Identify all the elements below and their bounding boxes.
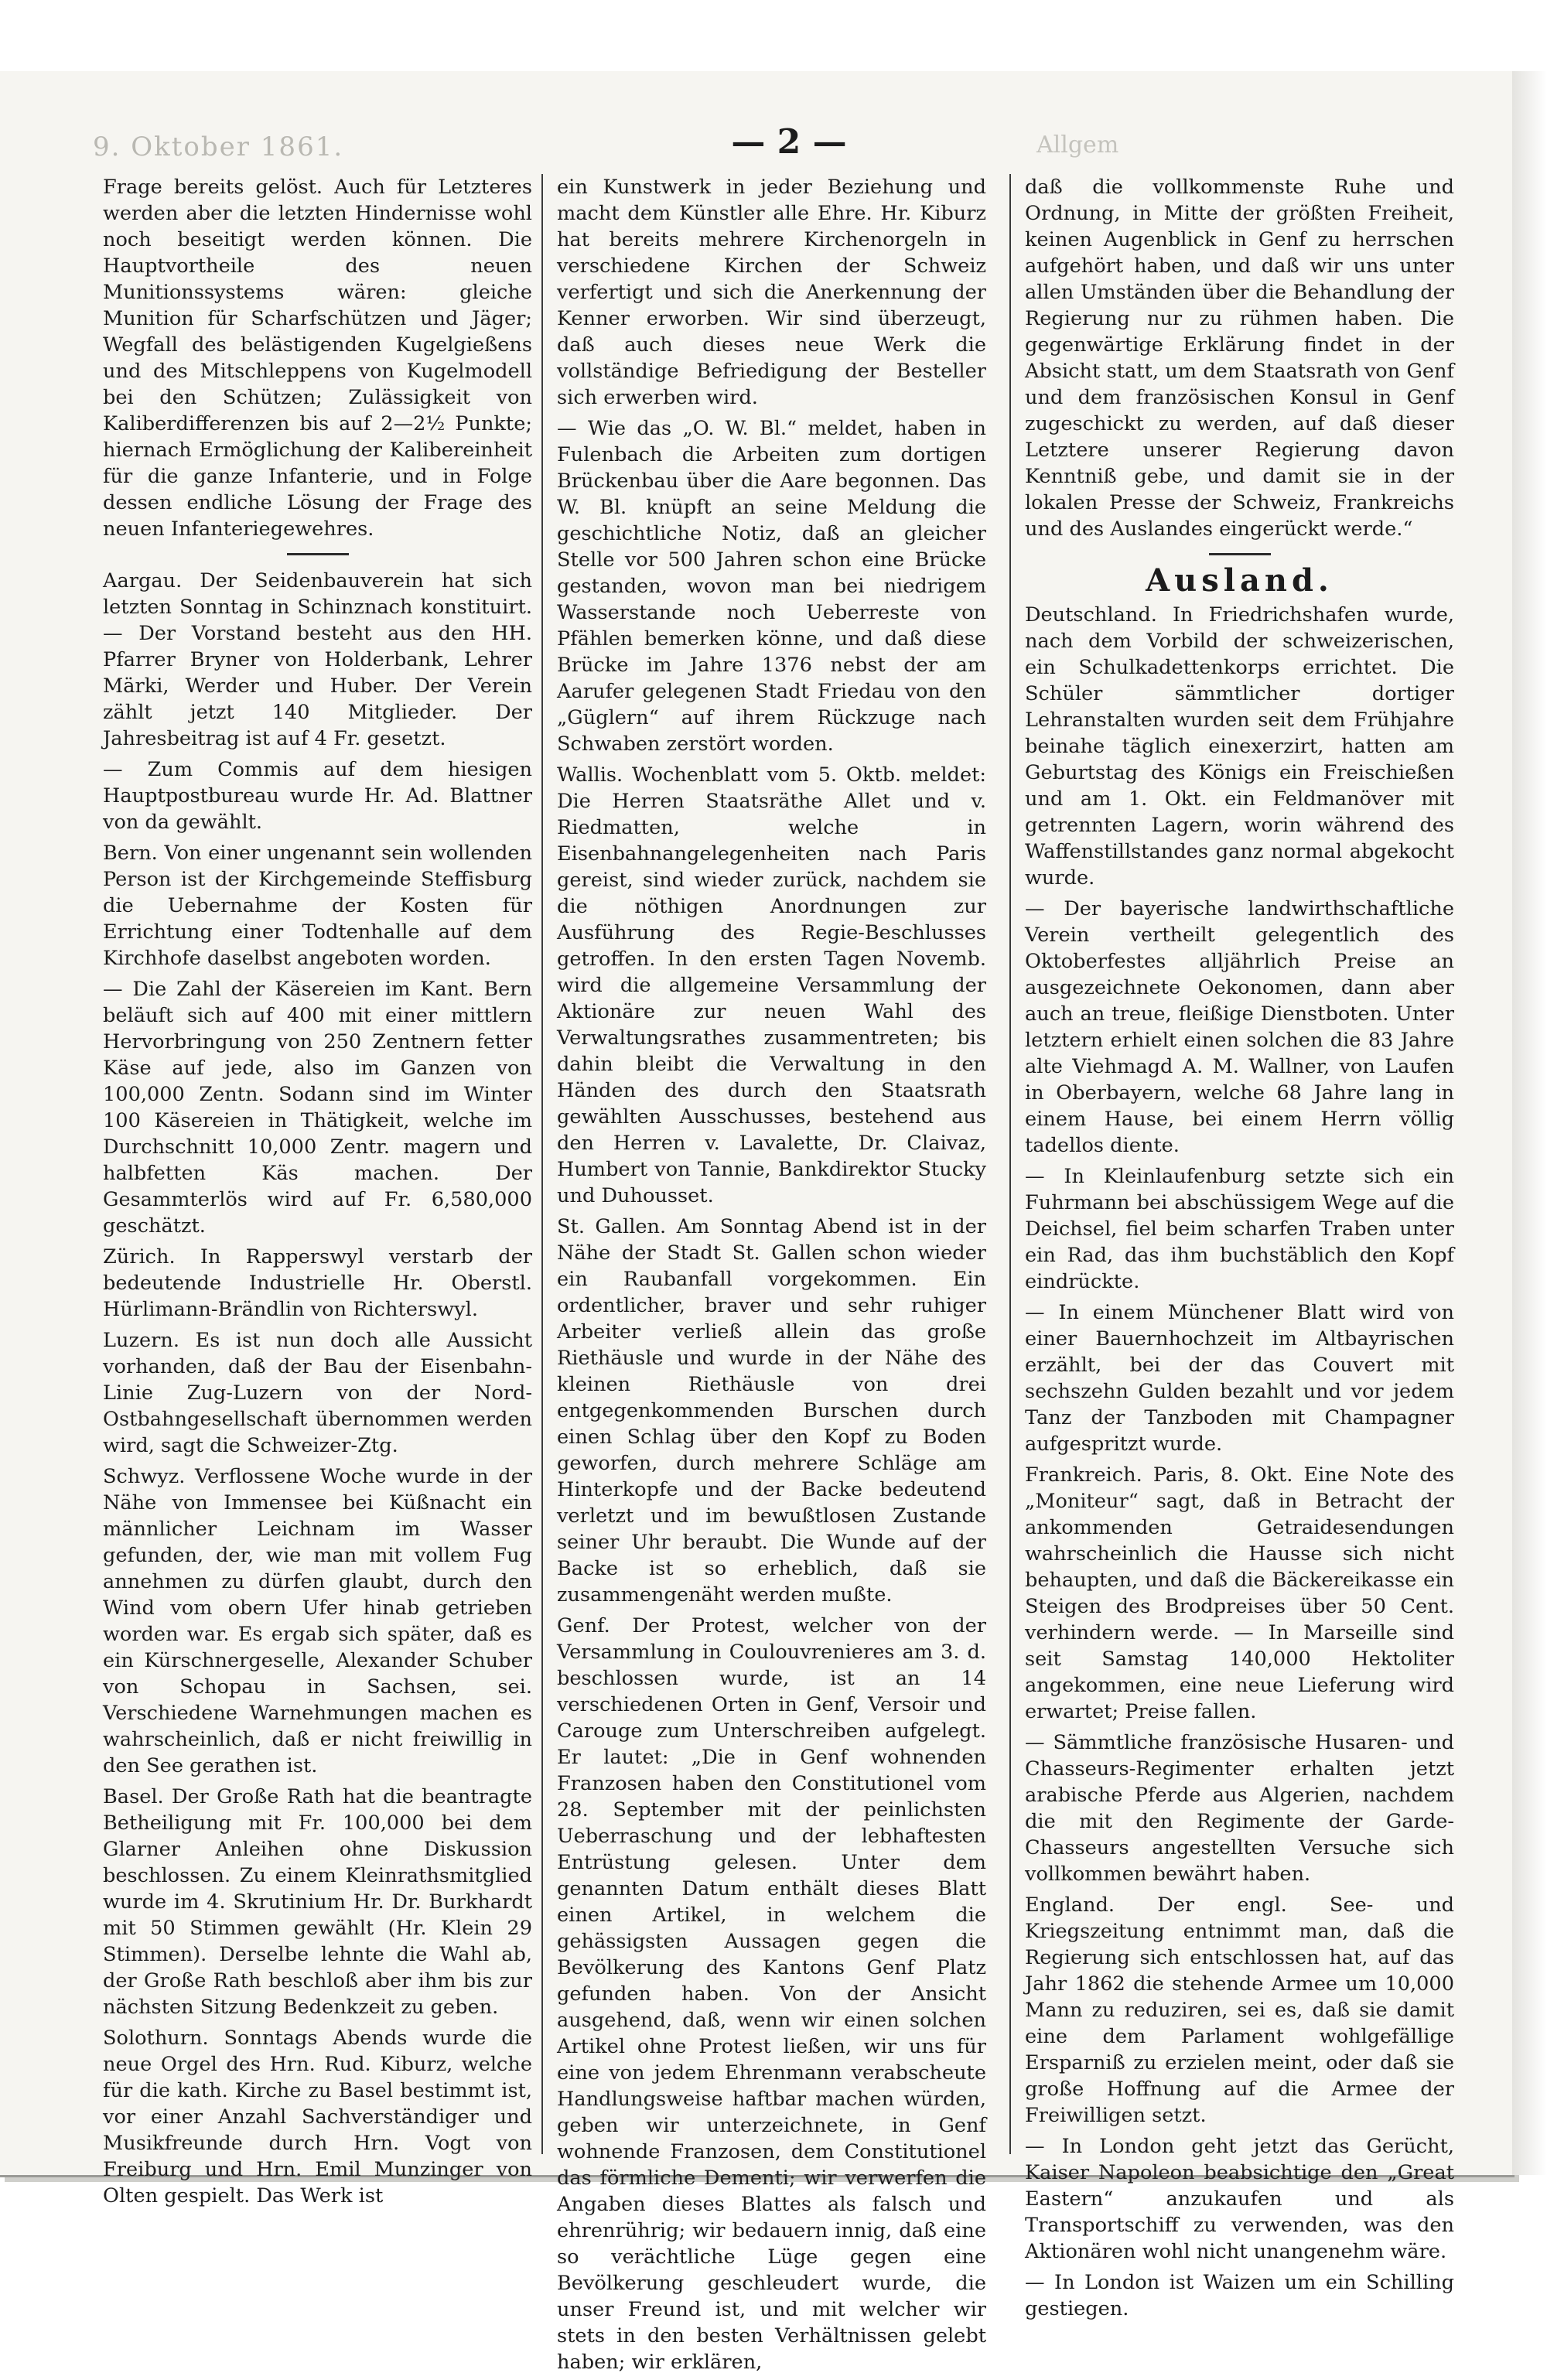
article-basel: Basel. Der Große Rath hat die beantragte Betheiligung mit Fr. 100,000 bei dem Glarner Anleihen ohne Diskussion beschlossen. Zu einem Kleinrathsmitglied wurde im 4. Skrutinium Hr. Dr. Burkhardt mit 50 Stimmen gewählt (Hr. Klein 29 Stimmen). Derselbe lehnte die Wahl ab, der Große Rath beschloß aber ihm bis zur nächsten Sitzung Bedenkzeit zu geben. bbox=[103, 1785, 532, 2019]
column-rule-2 bbox=[1009, 174, 1011, 2154]
article-text: — Sämmtliche französische Husaren- und Chasseurs-Regimenter erhalten jetzt arabische Pferde aus Algerien, nachdem die mit den Regimente der Garde-Chasseurs angestellten Versuche sich vollkommen bewährt haben. bbox=[1025, 1731, 1454, 1886]
article-aargau: Aargau. Der Seidenbauverein hat sich letzten Sonntag in Schinznach konstituirt. — Der Vorstand besteht aus den HH. Pfarrer Bryner von Holderbank, Lehrer Märki, Werder und Huber. Der Verein zählt jetzt 140 Mitglieder. Der Jahresbeitrag ist auf 4 Fr. gesetzt. bbox=[103, 569, 532, 750]
article-text: — In London ist Waizen um ein Schilling gestiegen. bbox=[1025, 2271, 1454, 2320]
article-england: England. Der engl. See- und Kriegszeitung entnimmt man, daß die Regierung sich entschlossen hat, auf das Jahr 1862 die stehende Armee um 10,000 Mann zu reduziren, sei es, daß sie damit eine dem Parlament wohlgefällige Ersparniß zu erzielen meint, oder daß sie große Hoffnung auf die Armee der Freiwilligen setzt. bbox=[1025, 1893, 1454, 2127]
page-edge-shadow bbox=[1512, 71, 1547, 2175]
article-genf: Genf. Der Protest, welcher von der Versammlung in Coulouvrenieres am 3. d. beschlossen wurde, ist an 14 verschiedenen Orten in Genf, Versoir und Carouge zum Unterschreiben aufgelegt. Er lautet: „Die in Genf wohnenden Franzosen haben den Constitutionel vom 28. September mit der peinlichsten Ueberraschung und der lebhaftesten Entrüstung gelesen. Unter dem genannten Datum enthält dieses Blatt einen Artikel, in welchem die gehässigsten Aussagen gegen die Bevölkerung des Kantons Genf Platz gefunden haben. Von der Ansicht ausgehend, daß, wenn wir einen solchen Artikel ohne Protest ließen, wir uns für eine von jedem Ehrenmann verabscheute Handlungsweise haftbar machen würden, geben wir unterzeichnete, in Genf wohnende Franzosen, dem Constitutionel das förmliche Dementi; wir verwerfen die Angaben dieses Blattes als falsch und ehrenrührig; wir bedauern innig, daß eine so verächtliche Lüge gegen eine Bevölkerung geschleudert wurde, die unser Freund ist, und mit welcher wir stets in den besten Verhältnissen gelebt haben; wir erklären, bbox=[557, 1614, 986, 2374]
article-schwyz: Schwyz. Verflossene Woche wurde in der Nähe von Immensee bei Küßnacht ein männlicher Leichnam im Wasser gefunden, der, wie man mit vollem Fug annehmen zu dürfen glaubt, durch den Wind vom obern Ufer hinab getrieben worden war. Es ergab sich später, daß es ein Kürschnergeselle, Alexander Schuber von Schopau in Sachsen, sei. Verschiedene Warnehmungen machen es wahrscheinlich, daß er nicht freiwillig in den See gerathen ist. bbox=[103, 1465, 532, 1777]
article-luzern: Luzern. Es ist nun doch alle Aussicht vorhanden, daß der Bau der Eisenbahn-Linie Zug-Luzern von der Nord-Ostbahngesellschaft übernommen werden wird, sagt die Schweizer-Ztg. bbox=[103, 1329, 532, 1457]
article-text: — Der bayerische landwirthschaftliche Verein vertheilt gelegentlich des Oktoberfestes alljährlich Preise an ausgezeichnete Oekonomen, dann aber auch an treue, fleißige Dienstboten. Unter letztern erhielt einen solchen die 83 Jahre alte Viehmagd A. M. Wallner, von Laufen in Oberbayern, welche 68 Jahre lang in einem Hause, bei einem Herrn völlig tadellos diente. bbox=[1025, 897, 1454, 1157]
article-st-gallen: St. Gallen. Am Sonntag Abend ist in der Nähe der Stadt St. Gallen schon wieder ein Raubanfall vorgekommen. Ein ordentlicher, braver und sehr ruhiger Arbeiter verließ allein das große Riethäusle und wurde in der Nähe des kleinen Riethäusle von drei entgegenkommenden Burschen durch einen Schlag über den Kopf zu Boden geworfen, durch mehrere Schläge am Hinterkopfe und der Backe bedeutend verletzt und im bewußtlosen Zustande seiner Uhr beraubt. Die Wunde auf der Backe ist so erheblich, daß sie zusammengenäht werden mußte. bbox=[557, 1215, 986, 1607]
column-1 bbox=[103, 174, 532, 2214]
section-heading-ausland: Ausland. bbox=[1146, 562, 1334, 599]
article-text: — Wie das „O. W. Bl.“ meldet, haben in Fulenbach die Arbeiten zum dortigen Brückenbau über die Aare begonnen. Das W. Bl. knüpft an seine Meldung die geschichtliche Notiz, daß an gleicher Stelle vor 500 Jahren schon eine Brücke gestanden, wovon man bei niedrigem Wasserstande noch Ueberreste von Pfählen bemerken könne, und daß diese Brücke im Jahre 1376 nebst der am Aarufer gelegenen Stadt Friedau von den „Güglern“ auf ihrem Rückzuge nach Schwaben zerstört worden. bbox=[557, 417, 986, 756]
article-wallis: Wallis. Wochenblatt vom 5. Oktb. meldet: Die Herren Staatsräthe Allet und v. Riedmatten, welche in Eisenbahnangelegenheiten nach Paris gereist, sind wieder zurück, nachdem sie die nöthigen Anordnungen zur Ausführung des Regie-Beschlusses getroffen. In den ersten Tagen Novemb. wird die allgemeine Versammlung der Aktionäre zur neuen Wahl des Verwaltungsrathes zusammentreten; bis dahin bleibt die Verwaltung in den Händen des durch den Staatsrath gewählten Ausschusses, bestehend aus den Herren v. Lavalette, Dr. Claivaz, Humbert von Tannie, Bankdirektor Stucky und Duhousset. bbox=[557, 763, 986, 1207]
article-solothurn: Solothurn. Sonntags Abends wurde die neue Orgel des Hrn. Rud. Kiburz, welche für die kath. Kirche zu Basel bestimmt ist, vor einer Anzahl Sachverständiger und Musikfreunde durch Hrn. Vogt von Freiburg und Hrn. Emil Munzinger von Olten gespielt. Das Werk ist bbox=[103, 2027, 532, 2208]
column-rule-1 bbox=[541, 174, 543, 2154]
page-number: — 2 — bbox=[731, 122, 847, 162]
article-text: — In London geht jetzt das Gerücht, Kaiser Napoleon beabsichtige den „Great Eastern“ anzukaufen und als Transportschiff zu verwenden, was den Aktionären wohl nicht unangenehm wäre. bbox=[1025, 2135, 1454, 2263]
column-3 bbox=[1025, 174, 1454, 2327]
section-separator bbox=[1209, 553, 1271, 555]
article-text: daß die vollkommenste Ruhe und Ordnung, in Mitte der größten Freiheit, keinen Augenblick in Genf zu herrschen aufgehört haben, und daß wir uns unter allen Umständen über die Behandlung der Regierung nur zu rühmen haben. Die gegenwärtige Erklärung findet in der Absicht statt, um dem Staatsrath von Genf und dem französischen Konsul in Genf zugeschickt zu werden, auf daß dieser Letztere unserer Regierung davon Kenntniß gebe, und damit sie in der lokalen Presse der Schweiz, Frankreichs und des Auslandes eingerückt werde.“ bbox=[1025, 176, 1454, 541]
column-2 bbox=[557, 174, 986, 2380]
article-deutschland: Deutschland. In Friedrichshafen wurde, nach dem Vorbild der schweizerischen, ein Schulkadettenkorps errichtet. Die Schüler sämmtlicher dortiger Lehranstalten wurden seit dem Frühjahre beinahe täglich einexerzirt, hatten am Geburtstag des Königs ein Freischießen und am 1. Okt. ein Feldmanöver mit getrennten Lagern, worin während des Waffenstillstandes ganz normal abgekocht wurde. bbox=[1025, 603, 1454, 890]
section-separator bbox=[287, 553, 349, 555]
header-ghost-right: Allgem bbox=[1036, 131, 1119, 159]
article-text: — Die Zahl der Käsereien im Kant. Bern beläuft sich auf 400 mit einer mittlern Hervorbringung von 250 Zentnern fetter Käse auf jede, also im Ganzen von 100,000 Zentn. Sodann sind im Winter 100 Käsereien in Thätigkeit, welche im Durchschnitt 10,000 Zentr. magern und halbfetten Käs machen. Der Gesammterlös wird auf Fr. 6,580,000 geschätzt. bbox=[103, 978, 532, 1238]
article-zuerich: Zürich. In Rapperswyl verstarb der bedeutende Industrielle Hr. Oberstl. Hürlimann-Brändlin von Richterswyl. bbox=[103, 1245, 532, 1321]
article-text: — In einem Münchener Blatt wird von einer Bauernhochzeit im Altbayrischen erzählt, bei der das Couvert mit sechszehn Gulden bezahlt und vor jedem Tanz der Tanzboden mit Champagner aufgespritzt wurde. bbox=[1025, 1301, 1454, 1456]
article-text: — In Kleinlaufenburg setzte sich ein Fuhrmann bei abschüssigem Wege auf die Deichsel, fiel beim scharfen Traben unter ein Rad, das ihm buchstäblich den Kopf eindrückte. bbox=[1025, 1165, 1454, 1293]
article-frankreich: Frankreich. Paris, 8. Okt. Eine Note des „Moniteur“ sagt, daß in Betracht der ankommenden Getraidesendungen wahrscheinlich die Hausse sich nicht behaupten, und daß die Bäckereikasse ein Steigen des Brodpreises über 50 Cent. verhindern werde. — In Marseille sind seit Samstag 140,000 Hektoliter angekommen, eine neue Lieferung wird erwartet; Preise fallen. bbox=[1025, 1463, 1454, 1723]
article-text: Frage bereits gelöst. Auch für Letzteres werden aber die letzten Hindernisse wohl noch beseitigt werden können. Die Hauptvortheile des neuen Munitionssystems wären: gleiche Munition für Scharfschützen und Jäger; Wegfall des belästigenden Kugelgießens und des Mitschleppens von Kugelmodell bei den Schützen; Zulässigkeit von Kaliberdifferenzen bis auf 2—2½ Punkte; hiernach Ermöglichung der Kalibereinheit für die ganze Infanterie, und in Folge dessen endliche Lösung der Frage des neuen Infanteriegewehres. bbox=[103, 176, 532, 541]
article-text: — Zum Commis auf dem hiesigen Hauptpostbureau wurde Hr. Ad. Blattner von da gewählt. bbox=[103, 758, 532, 834]
article-text: ein Kunstwerk in jeder Beziehung und macht dem Künstler alle Ehre. Hr. Kiburz hat bereits mehrere Kirchenorgeln in verschiedene Kirchen der Schweiz verfertigt und sich die Anerkennung der Kenner erworben. Wir sind überzeugt, daß auch dieses neue Werk die vollständige Befriedigung der Besteller sich erwerben wird. bbox=[557, 176, 986, 409]
header-date: 9. Oktober 1861. bbox=[93, 131, 344, 162]
article-bern: Bern. Von einer ungenannt sein wollenden Person ist der Kirchgemeinde Steffisburg die Uebernahme der Kosten für Errichtung einer Todtenhalle auf dem Kirchhofe daselbst angeboten worden. bbox=[103, 842, 532, 970]
